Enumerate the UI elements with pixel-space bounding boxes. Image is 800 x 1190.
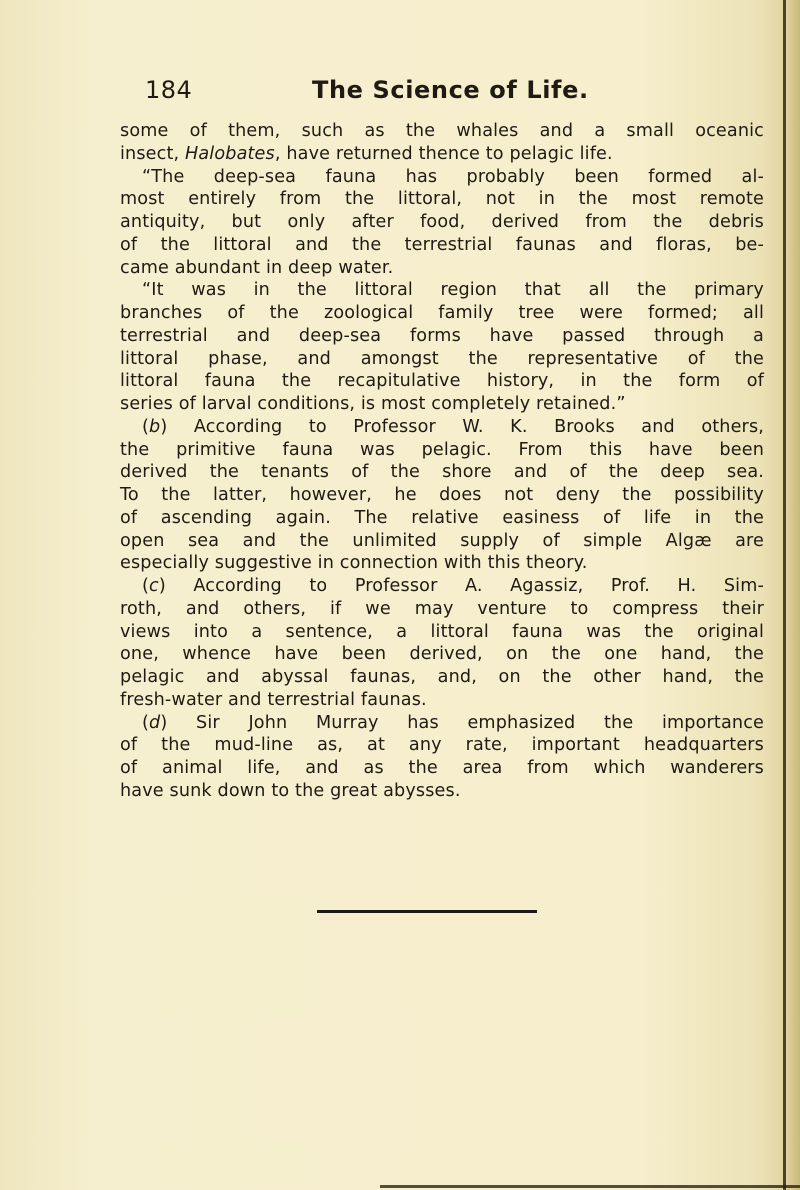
text-line: of the mud-line as, at any rate, important headquarters	[120, 735, 764, 756]
text-line: “The deep-sea fauna has probably been formed al-	[142, 166, 764, 187]
text-line: branches of the zoological family tree were formed; all	[120, 303, 764, 323]
running-title: The Science of Life.	[312, 76, 589, 104]
page-edge-shadow	[783, 0, 786, 1190]
bottom-edge-shadow	[380, 1185, 800, 1188]
text-line: (d) Sir John Murray has emphasized the importance	[142, 712, 764, 733]
text-line: “It was in the littoral region that all the primary	[142, 280, 764, 301]
page-number: 184	[145, 76, 193, 104]
text-line: came abundant in deep water.	[120, 257, 394, 278]
text-line: of animal life, and as the area from which wanderers	[120, 758, 764, 778]
text-line: fresh-water and terrestrial faunas.	[120, 689, 427, 710]
page-edge	[786, 0, 800, 1190]
text-line: littoral fauna the recapitulative history, in the form of	[120, 371, 764, 392]
text-line: especially suggestive in connection with this theory.	[120, 553, 588, 574]
text-line: one, whence have been derived, on the one hand, the	[120, 644, 764, 665]
text-line: views into a sentence, a littoral fauna was the original	[120, 621, 764, 642]
text-line: of the littoral and the terrestrial faunas and floras, be-	[120, 234, 764, 255]
text-line: open sea and the unlimited supply of simple Algæ are	[120, 530, 764, 551]
text-line: insect, Halobates, have returned thence to pelagic life.	[120, 143, 613, 164]
text-line: have sunk down to the great abysses.	[120, 780, 461, 801]
text-line: pelagic and abyssal faunas, and, on the other hand, the	[120, 667, 764, 687]
page-header	[145, 76, 765, 112]
text-line: the primitive fauna was pelagic. From this have been	[120, 439, 764, 460]
text-line: antiquity, but only after food, derived from the debris	[120, 212, 764, 232]
text-line: (b) According to Professor W. K. Brooks and others,	[142, 416, 764, 437]
text-line: series of larval conditions, is most completely retained.”	[120, 394, 626, 414]
section-end-rule	[317, 910, 537, 913]
text-line: some of them, such as the whales and a small oceanic	[120, 121, 764, 141]
text-line: most entirely from the littoral, not in the most remote	[120, 189, 764, 210]
text-line: (c) According to Professor A. Agassiz, Prof. H. Sim-	[142, 576, 764, 596]
text-line: To the latter, however, he does not deny the possibility	[120, 485, 764, 505]
text-line: of ascending again. The relative easiness of life in the	[120, 507, 764, 528]
text-line: littoral phase, and amongst the representative of the	[120, 348, 764, 369]
text-line: derived the tenants of the shore and of the deep sea.	[120, 462, 764, 483]
text-line: terrestrial and deep-sea forms have passed through a	[120, 325, 764, 346]
body-text	[120, 120, 764, 803]
text-line: roth, and others, if we may venture to compress their	[120, 598, 764, 619]
